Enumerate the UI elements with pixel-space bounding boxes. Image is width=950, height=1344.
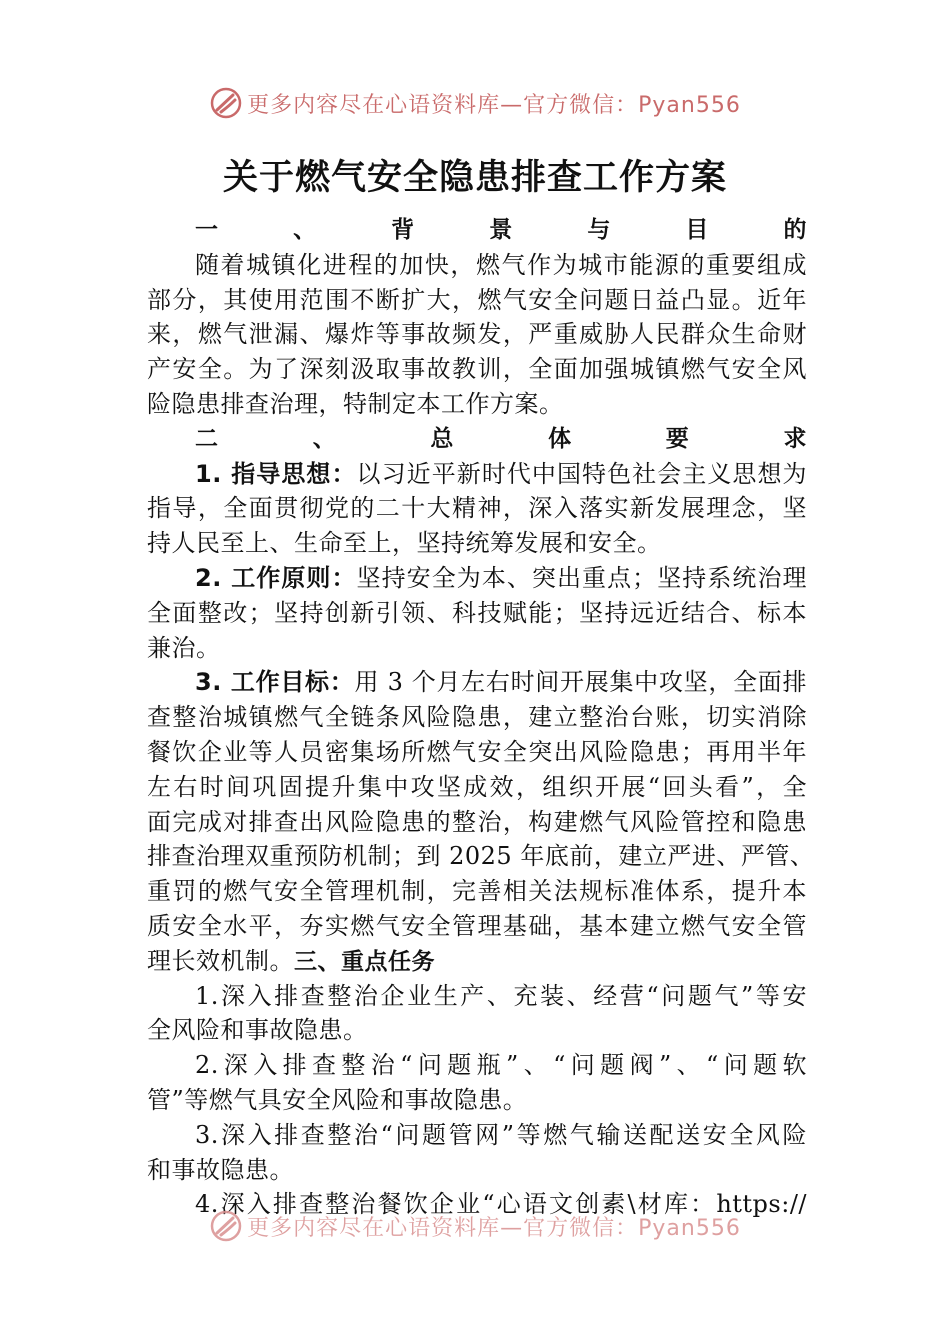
- section-heading-1: 一、背景与目的: [195, 217, 807, 243]
- body-line: [147, 457, 807, 492]
- watermark-text: 更多内容尽在心语资料库—官方微信：Pyan556: [247, 1215, 741, 1241]
- body-line: 排查治理双重预防机制；到 2025 年底前，建立严进、严管、: [147, 842, 815, 871]
- brand-logo-icon: [209, 86, 243, 120]
- body-line: 管”等燃气具安全风险和事故隐患。: [147, 1085, 528, 1114]
- body-line: 1.深入排查整治企业生产、充装、经营“问题气”等安: [195, 981, 807, 1010]
- item-text: 用 3 个月左右时间开展集中攻坚，全面排: [354, 668, 807, 697]
- body-line: 全风险和事故隐患。: [147, 1016, 368, 1045]
- item-label: 3. 工作目标：: [195, 668, 355, 697]
- body-line: 随着城镇化进程的加快，燃气作为城市能源的重要组成: [195, 250, 807, 279]
- watermark-text: 更多内容尽在心语资料库—官方微信：Pyan556: [247, 92, 741, 118]
- body-line: [147, 561, 807, 596]
- body-line: 险隐患排查治理，特制定本工作方案。: [147, 389, 564, 418]
- item-text: 理长效机制。: [147, 946, 294, 975]
- body-line: 和事故隐患。: [147, 1155, 294, 1184]
- body-line: 3.深入排查整治“问题管网”等燃气输送配送安全风险: [195, 1120, 807, 1149]
- watermark-banner-top: [0, 86, 950, 120]
- body-line: 兼治。: [147, 633, 221, 662]
- body-line: 4.深入排查整治餐饮企业“心语文创素\材库：https://: [195, 1190, 807, 1219]
- watermark-banner-bottom: [0, 1209, 950, 1243]
- body-line: 2.深入排查整治“问题瓶”、“问题阀”、“问题软: [195, 1051, 807, 1080]
- body-line: 全面整改；坚持创新引领、科技赋能；坚持远近结合、标本: [147, 598, 807, 627]
- body-line: [147, 944, 807, 979]
- body-line: 产安全。为了深刻汲取事故教训，全面加强城镇燃气安全风: [147, 355, 807, 384]
- body-line: 面完成对排查出风险隐患的整治，构建燃气风险管控和隐患: [147, 807, 807, 836]
- body-line: 左右时间巩固提升集中攻坚成效，组织开展“回头看”，全: [147, 772, 807, 801]
- item-text: 以习近平新时代中国特色社会主义思想为: [356, 459, 808, 488]
- item-label: 2. 工作原则：: [195, 563, 357, 592]
- item-text: 坚持安全为本、突出重点；坚持系统治理: [356, 563, 808, 592]
- document-title: 关于燃气安全隐患排查工作方案: [222, 157, 727, 198]
- section-heading-2: 二、总体要求: [195, 425, 807, 452]
- brand-logo-icon: [209, 1209, 243, 1243]
- body-line: 查整治城镇燃气全链条风险隐患，建立整治台账，切实消除: [147, 703, 807, 732]
- body-line: [147, 665, 807, 700]
- body-line: 质安全水平，夯实燃气安全管理基础，基本建立燃气安全管: [147, 911, 807, 940]
- item-label: 1. 指导思想：: [195, 459, 357, 488]
- body-line: 部分，其使用范围不断扩大，燃气安全问题日益凸显。近年: [147, 285, 807, 314]
- body-line: 指导，全面贯彻党的二十大精神，深入落实新发展理念，坚: [147, 494, 807, 523]
- section-heading-3: 三、重点任务: [294, 948, 435, 975]
- body-line: 来，燃气泄漏、爆炸等事故频发，严重威胁人民群众生命财: [147, 320, 807, 349]
- body-line: 持人民至上、生命至上，坚持统筹发展和安全。: [147, 529, 662, 558]
- document-body: [147, 213, 815, 1222]
- body-line: 重罚的燃气安全管理机制，完善相关法规标准体系，提升本: [147, 877, 807, 906]
- body-line: 餐饮企业等人员密集场所燃气安全突出风险隐患；再用半年: [147, 737, 807, 766]
